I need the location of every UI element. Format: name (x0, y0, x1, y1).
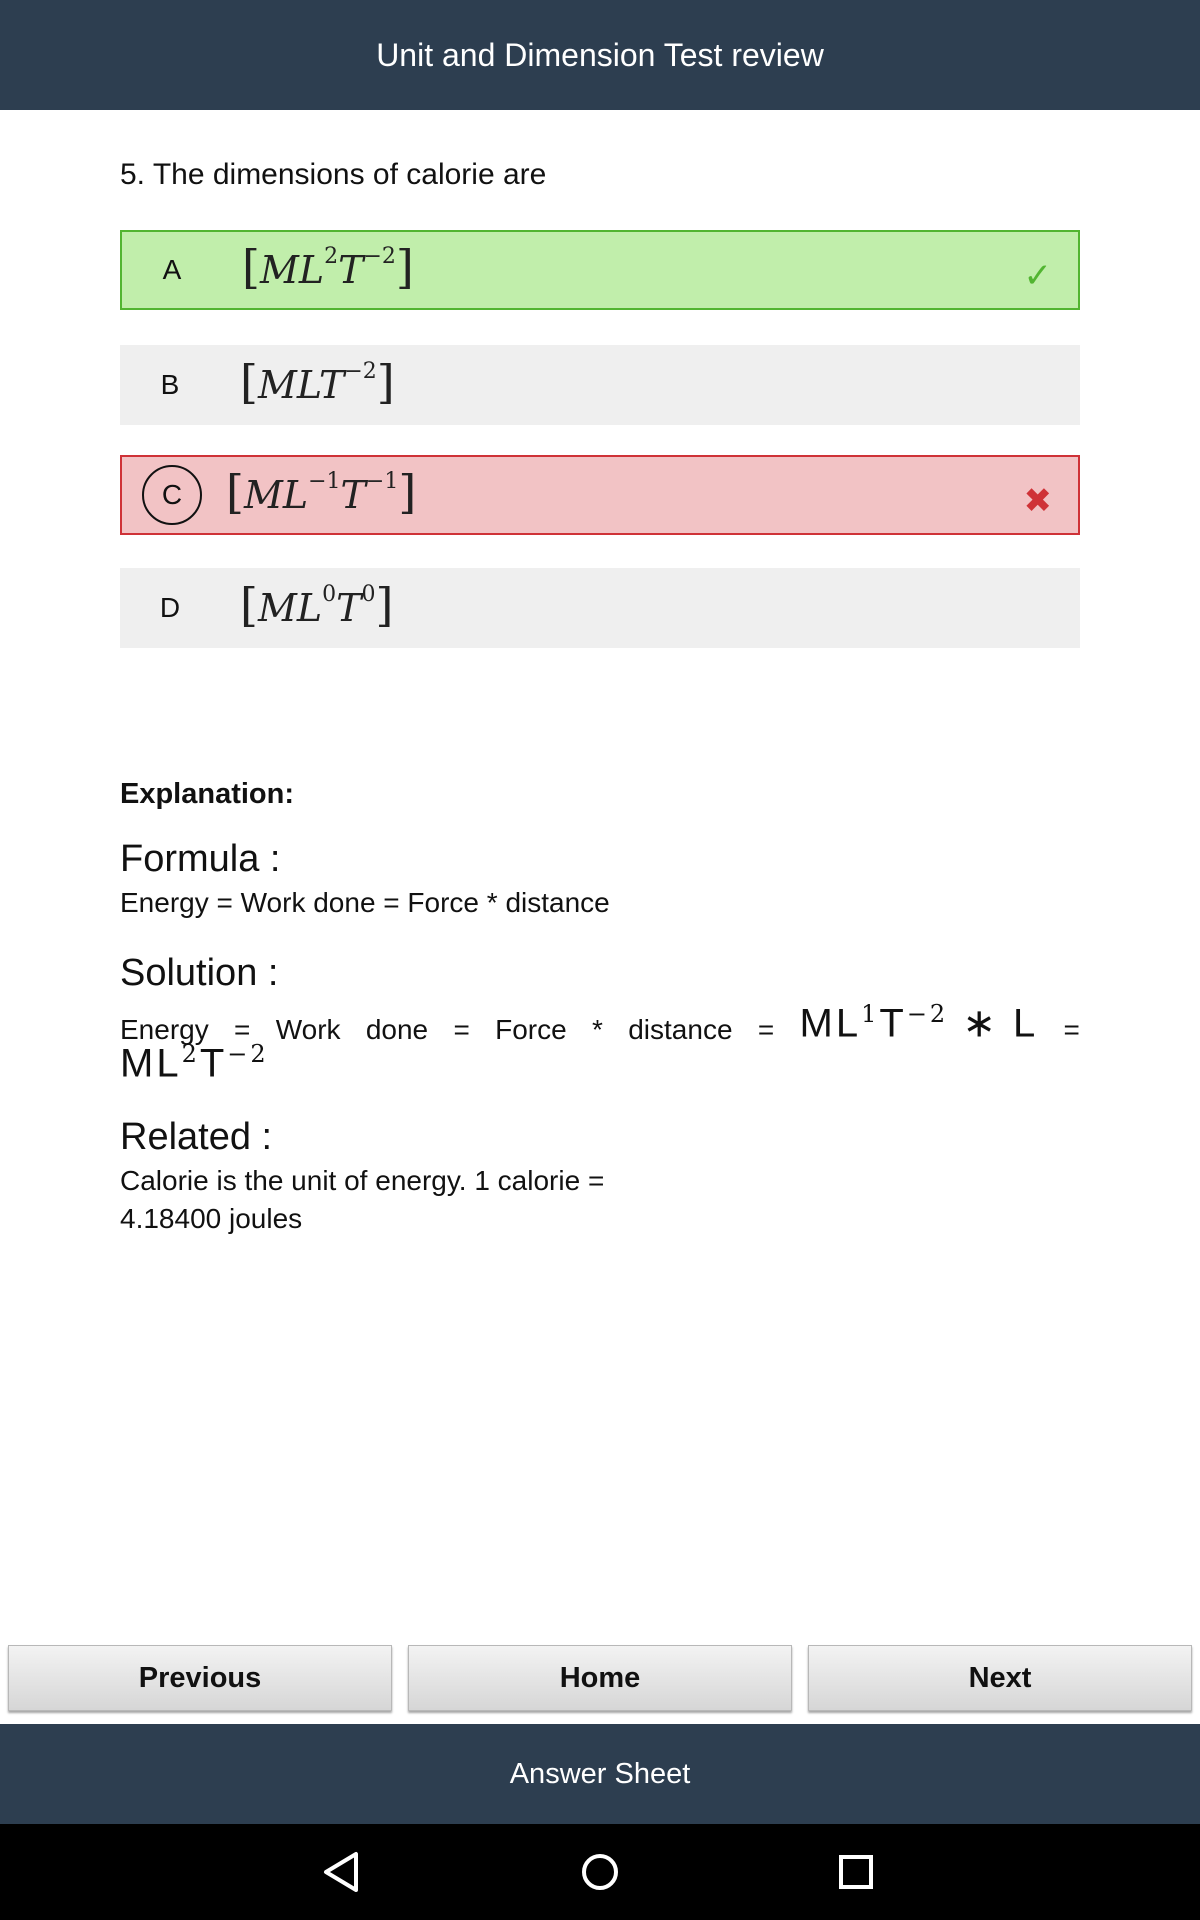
question-text: 5. The dimensions of calorie are (120, 158, 547, 191)
formula-title: Formula : (120, 838, 281, 880)
related-title: Related : (120, 1116, 273, 1158)
formula-text: Energy = Work done = Force * distance (120, 887, 610, 918)
option-formula: [ ML $^0$ T $^0$ ] (240, 578, 394, 632)
next-button[interactable]: Next (808, 1645, 1192, 1711)
app-header (0, 0, 1200, 110)
page-title: Unit and Dimension Test review (376, 36, 824, 73)
option-formula: [ ML $^{-1}$ T $^{-1}$ ] (226, 465, 417, 519)
solution-title: Solution : (120, 952, 279, 994)
option-formula: [ ML $^2$ T $^{-2}$ ] (242, 240, 414, 294)
home-circle-icon[interactable] (584, 1856, 616, 1888)
previous-button[interactable]: Previous (8, 1645, 392, 1711)
solution-line-1: Energy = Work done = Force * distance = $ML^1T^{-2}$ ∗ L = (120, 1000, 1080, 1046)
cross-icon: ✖ (1023, 482, 1052, 520)
option-letter: D (159, 592, 181, 623)
option-a[interactable] (120, 230, 1080, 310)
solution-line-2: $ML^2T^{-2}$ (120, 1040, 269, 1086)
option-letter-selected: C (142, 465, 202, 525)
option-formula: [ MLT $^{-2}$ ] (240, 355, 395, 409)
recents-icon[interactable] (841, 1857, 871, 1887)
option-c[interactable] (120, 455, 1080, 535)
check-icon: ✓ (1023, 257, 1052, 295)
system-nav-bar (0, 1824, 1200, 1920)
option-d[interactable] (120, 568, 1080, 648)
option-letter: B (160, 369, 180, 400)
solution-expression: $ML^1T^{-2}$ ∗ L (799, 1000, 1039, 1046)
explanation-title: Explanation: (120, 778, 295, 810)
related-text-2: 4.18400 joules (120, 1203, 303, 1234)
navigation-buttons (0, 1645, 1200, 1713)
option-letter: A (162, 254, 182, 285)
answer-sheet-button[interactable] (0, 1724, 1200, 1824)
related-text-1: Calorie is the unit of energy. 1 calorie = (120, 1165, 605, 1196)
home-button[interactable]: Home (408, 1645, 792, 1711)
answer-sheet-label: Answer Sheet (509, 1757, 691, 1790)
option-b[interactable] (120, 345, 1080, 425)
back-icon[interactable] (326, 1854, 356, 1890)
